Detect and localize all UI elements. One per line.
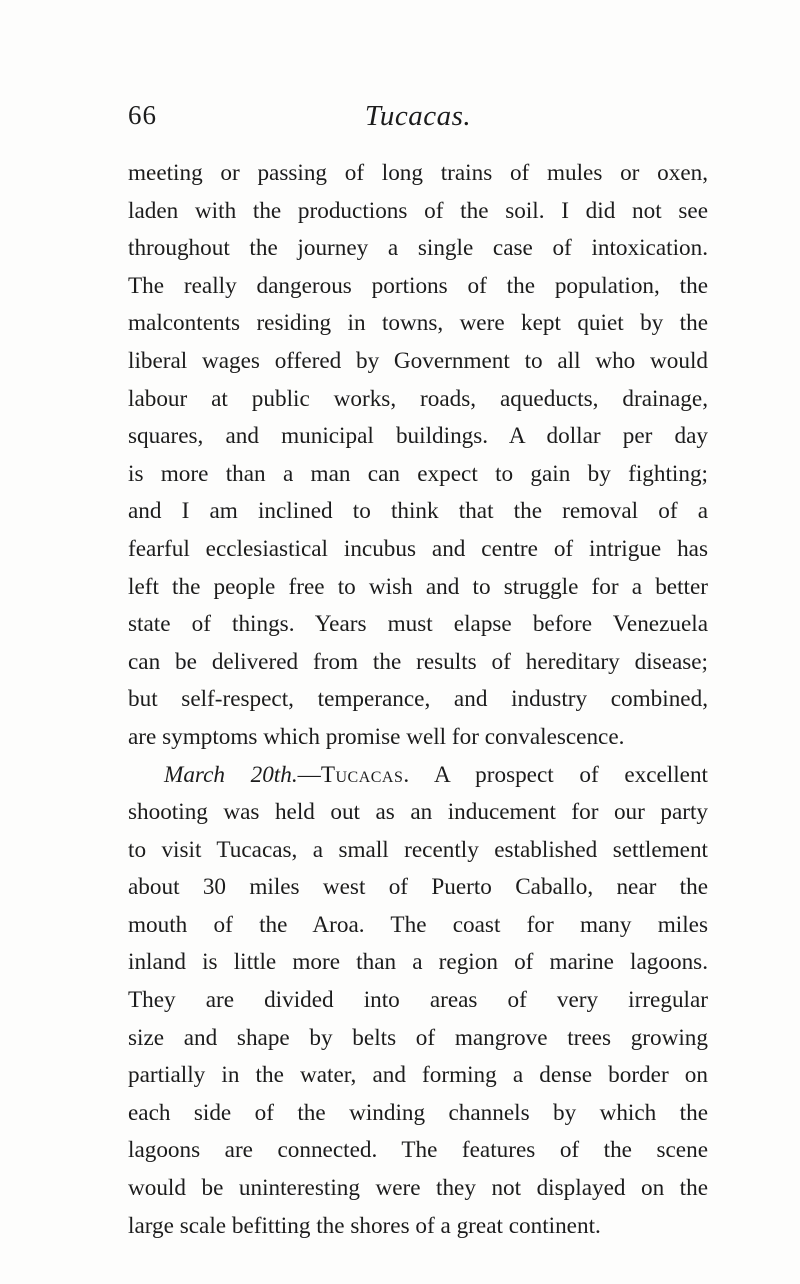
text-line: state of things. Years must elapse before Venezuela	[128, 611, 708, 638]
text-line: meeting or passing of long trains of mules or oxen,	[128, 160, 708, 186]
dated-entry-line	[128, 757, 708, 795]
running-head	[128, 100, 708, 140]
text-line: liberal wages offered by Government to all who would	[128, 347, 708, 374]
text-line: large scale befitting the shores of a great continent.	[128, 1212, 601, 1239]
text-line: would be uninteresting were they not displayed on the	[128, 1175, 708, 1202]
entry-place: Tucacas.	[320, 761, 410, 788]
text-line: laden with the productions of the soil. I did not see	[128, 197, 708, 224]
text-line: left the people free to wish and to struggle for a better	[128, 573, 708, 600]
text-line: shooting was held out as an inducement for our party	[128, 799, 708, 826]
text-line: to visit Tucacas, a small recently established settlement	[128, 836, 708, 863]
text-line: inland is little more than a region of marine lagoons.	[128, 949, 708, 976]
text-line: mouth of the Aroa. The coast for many miles	[128, 911, 708, 938]
entry-text: A prospect of excellent	[409, 761, 708, 788]
text-line: but self-respect, temperance, and industry combined,	[128, 686, 708, 713]
text-line: size and shape by belts of mangrove trees growing	[128, 1024, 708, 1051]
entry-dash: —	[297, 761, 321, 788]
page-number: 66	[128, 100, 157, 130]
entry-date: March 20th.	[164, 761, 298, 788]
text-line: are symptoms which promise well for convalescence.	[128, 723, 625, 750]
text-line: is more than a man can expect to gain by fighting;	[128, 460, 708, 487]
text-line: They are divided into areas of very irregular	[128, 987, 708, 1014]
body-text	[128, 155, 708, 1245]
running-title: Tucacas.	[364, 100, 472, 132]
text-line: fearful ecclesiastical incubus and centre of intrigue has	[128, 535, 708, 562]
text-line: The really dangerous portions of the population, the	[128, 272, 708, 299]
text-line: squares, and municipal buildings. A dollar per day	[128, 423, 708, 450]
text-line: lagoons are connected. The features of the scene	[128, 1137, 708, 1164]
text-line: throughout the journey a single case of intoxication.	[128, 235, 708, 262]
text-line: each side of the winding channels by which the	[128, 1099, 708, 1126]
text-line: about 30 miles west of Puerto Caballo, near the	[128, 874, 708, 901]
text-line: malcontents residing in towns, were kept quiet by the	[128, 310, 708, 337]
text-line: labour at public works, roads, aqueducts, drainage,	[128, 385, 708, 412]
text-line: can be delivered from the results of hereditary disease;	[128, 648, 708, 675]
text-line: partially in the water, and forming a dense border on	[128, 1062, 708, 1089]
text-line: and I am inclined to think that the removal of a	[128, 498, 708, 525]
